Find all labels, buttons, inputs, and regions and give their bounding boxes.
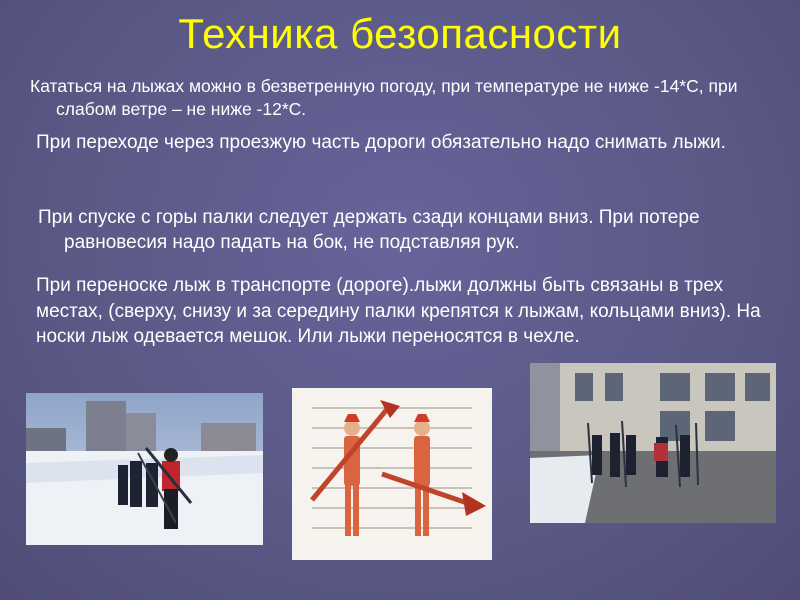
- rule-temperature: Кататься на лыжах можно в безветренную погоду, при температуре не ниже -14*С, при слабом ветре – не ниже -12*С.: [30, 76, 738, 120]
- photo-students-with-skis-near-building: [530, 363, 776, 523]
- rule-downhill: При спуске с горы палки следует держать сзади концами вниз. При потере равновесия надо падать на бок, не подставляя рук.: [38, 207, 700, 254]
- rule-road-crossing: При переходе через проезжую часть дороги обязательно надо снимать лыжи.: [36, 132, 726, 153]
- slide-title: Техника безопасности: [178, 10, 622, 57]
- illustration-skier-carrying-skis: [292, 388, 492, 560]
- rule-transport: При переноске лыж в транспорте (дороге).лыжи должны быть связаны в трех местах, (сверху, снизу и за середину палки крепятся к лыжам, кольцами вниз). На носки лыж одевается мешок. Или лыжи переносятся в чехле.: [36, 275, 761, 348]
- photo-children-carrying-skis: [26, 393, 263, 545]
